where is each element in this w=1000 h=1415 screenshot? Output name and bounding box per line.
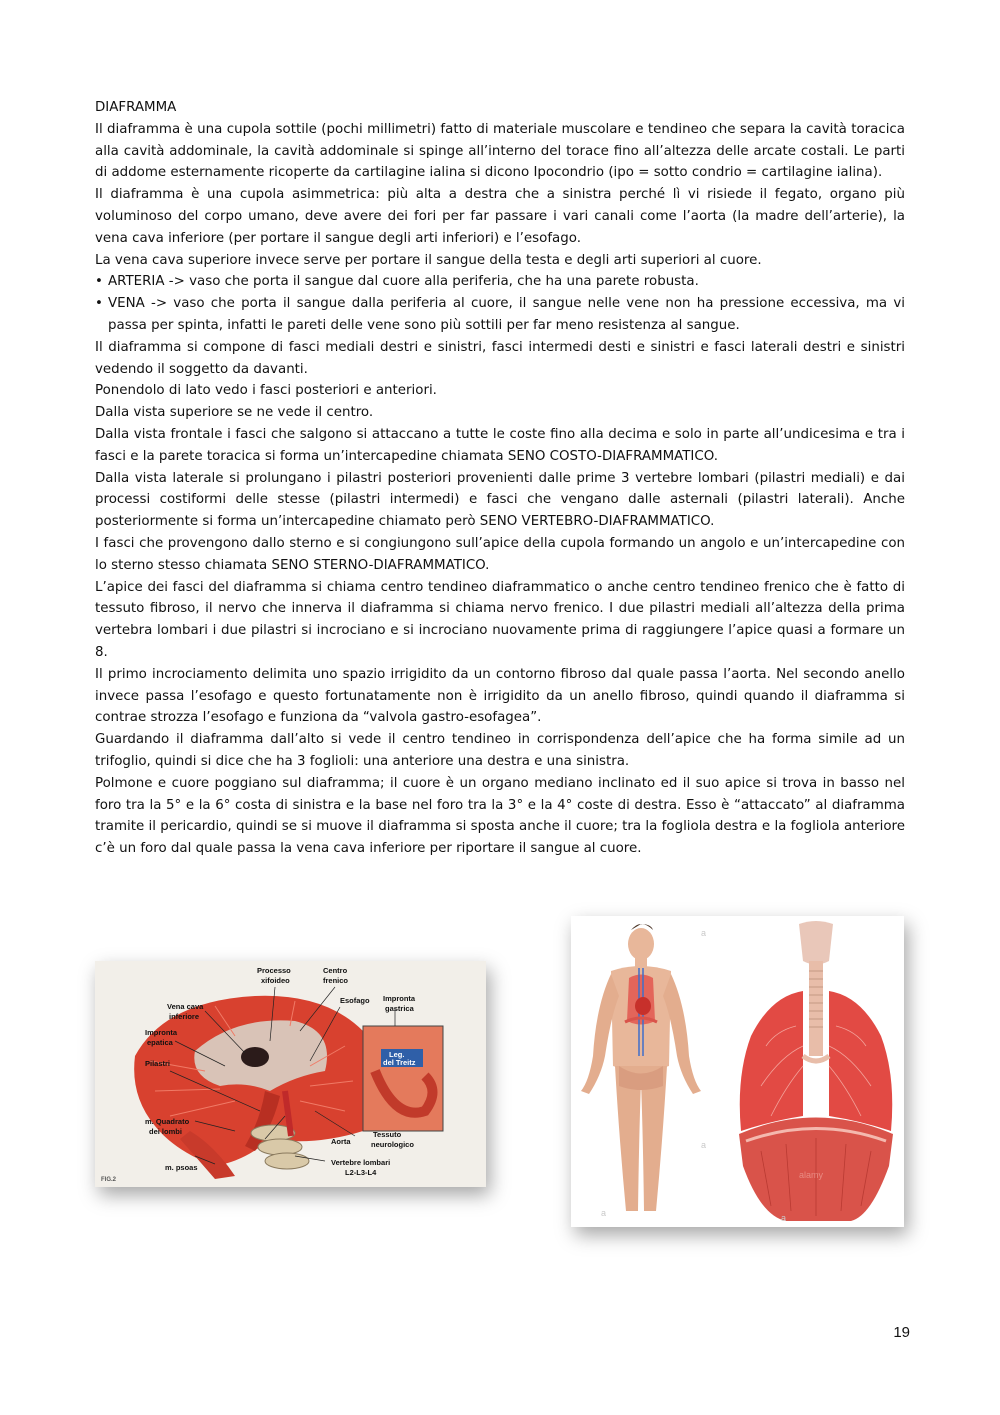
label-processo: Processo	[257, 966, 291, 975]
label-psoas: m. psoas	[165, 1163, 198, 1172]
vena-cava-opening	[241, 1047, 269, 1067]
paragraph: Dalla vista frontale i fasci che salgono si attaccano a tutte le coste fino alla decima e solo in parte all’undicesima e tra i fasci e la parete toracica si forma un’intercapedine chiamata SENO COSTO-DIAFRAMMATICO.	[95, 426, 905, 464]
label-fig: FIG.2	[101, 1177, 117, 1183]
watermark: a	[781, 1213, 787, 1223]
paragraph: L’apice dei fasci del diaframma si chiama centro tendineo diaframmatico o anche centro tendineo frenico che è fatto di tessuto fibroso, il nervo che innerva il diaframma si chiama nervo frenico. I due pilastri mediali all’altezza della prima vertebra lombari i due pilastri si incrociano e si incrociano nuovamente prima di raggiungere l’apice quasi a formare un 8.	[95, 579, 905, 660]
watermark: a	[601, 1208, 607, 1218]
paragraph: La vena cava superiore invece serve per portare il sangue della testa e degli arti superiori al cuore.	[95, 252, 762, 268]
lungs-body-figure	[571, 916, 904, 1227]
label-xifoideo: xifoideo	[261, 976, 290, 985]
label-esofago: Esofago	[340, 996, 370, 1005]
paragraph: Polmone e cuore poggiano sul diaframma; il cuore è un organo mediano inclinato ed il suo apice si trova in basso nel foro tra la 5° e la 6° costa di sinistra e la base nel foro tra la 3° e la 4° coste di destra. Esso è “attaccato” al diaframma tramite il pericardio, quindi se si muove il diaframma si sposta anche il cuore; tra la fogliola destra e la fogliola anteriore c’è un foro dal quale passa la vena cava inferiore per riportare il sangue al cuore.	[95, 775, 905, 857]
label-tessuto-2: neurologico	[371, 1140, 414, 1149]
paragraph: Dalla vista laterale si prolungano i pilastri posteriori provenienti dalle prime 3 vertebre lombari (pilastri mediali) e dai processi costiformi delle stesse (pilastri intermedi) e fasci che vengano dalle asternali (pilastri laterali). Anche posteriormente si forma un’intercapedine chiamato però SENO VERTEBRO-DIAFRAMMATICO.	[95, 470, 905, 530]
label-vertebre: Vertebre lombari	[331, 1158, 391, 1167]
label-inferiore: inferiore	[169, 1012, 200, 1021]
label-frenico: frenico	[323, 976, 349, 985]
label-impronta-gastrica-1: Impronta	[383, 994, 416, 1003]
paragraph: Dalla vista superiore se ne vede il centro.	[95, 405, 374, 421]
label-impronta-gastrica-2: gastrica	[385, 1004, 414, 1013]
section-heading: DIAFRAMMA	[95, 100, 177, 115]
paragraph: I fasci che provengono dallo sterno e si congiungono sull’apice della cupola formando un angolo e un’intercapedine con lo sterno stesso chiamata SENO STERNO-DIAFRAMMATICO.	[95, 535, 905, 573]
label-centro: Centro	[323, 966, 348, 975]
watermark: a	[701, 928, 707, 938]
diaphragm-anatomy-figure	[95, 961, 486, 1187]
label-tessuto-1: Tessuto	[373, 1130, 402, 1139]
paragraph: Guardando il diaframma dall’alto si vede il centro tendineo in corrispondenza dell’apice che ha forma simile ad un trifoglio, quindi si dice che ha 3 foglioli: una anteriore una destra e una sinistra.	[95, 732, 905, 769]
label-aorta: Aorta	[331, 1137, 351, 1146]
bullet-item-vena: • VENA -> vaso che porta il sangue dalla periferia al cuore, il sangue nelle vene non ha pressione eccessiva, ma vi passa per spinta, infatti le pareti delle vene sono più sottili per far meno resistenza al sangue.	[95, 293, 905, 337]
paragraph: Il primo incrociamento delimita uno spazio irrigidito da un contorno fibroso dal quale passa l’aorta. Nel secondo anello invece passa l’esofago e questo fortunatamente non è irrigidito da un anello fibroso, quindi quando il diaframma si contrae strozza l’esofago e funziona da “valvola gastro-esofagea”.	[95, 666, 905, 726]
bullet-list	[95, 271, 905, 336]
watermark-brand: alamy	[799, 1170, 824, 1180]
label-leg: Leg.	[389, 1050, 405, 1059]
body-text	[95, 97, 905, 860]
label-l2l3l4: L2-L3-L4	[345, 1168, 377, 1177]
label-impronta-epatica-1: Impronta	[145, 1028, 178, 1037]
label-treitz: del Treitz	[383, 1058, 416, 1067]
paragraph: Il diaframma si compone di fasci mediali destri e sinistri, fasci intermedi desti e sinistri e fasci laterali destri e sinistri vedendo il soggetto da davanti.	[95, 339, 905, 377]
paragraph: Il diaframma è una cupola asimmetrica: più alta a destra che a sinistra perché lì vi risiede il fegato, organo più voluminoso del corpo umano, deve avere dei fori per far passare i vari canali come l’aorta (la madre dell’arterie), la vena cava inferiore (per portare il sangue degli arti inferiori) e l’esofago.	[95, 187, 905, 246]
page-number: 19	[893, 1324, 910, 1341]
label-pilastri: Pilastri	[145, 1059, 171, 1068]
watermark: a	[701, 1140, 707, 1150]
bullet-item-arteria: • ARTERIA -> vaso che porta il sangue dal cuore alla periferia, che ha una parete robusta.	[95, 271, 905, 293]
paragraph: Ponendolo di lato vedo i fasci posteriori e anteriori.	[95, 383, 437, 399]
label-quadrato-1: m. Quadrato	[145, 1117, 190, 1126]
label-quadrato-2: dei lombi	[149, 1127, 182, 1136]
label-impronta-epatica-2: epatica	[147, 1038, 173, 1047]
paragraph: Il diaframma è una cupola sottile (pochi millimetri) fatto di materiale muscolare e tendineo che separa la cavità toracica alla cavità addominale, la cavità addominale si spinge all’interno del torace fino all’altezza delle arcate costali. Le parti di addome esternamente ricoperte da cartilagine ialina si dicono Ipocondrio (ipo = sotto condrio = cartilagine ialina).	[95, 121, 905, 181]
label-vena-cava: Vena cava	[167, 1002, 204, 1011]
